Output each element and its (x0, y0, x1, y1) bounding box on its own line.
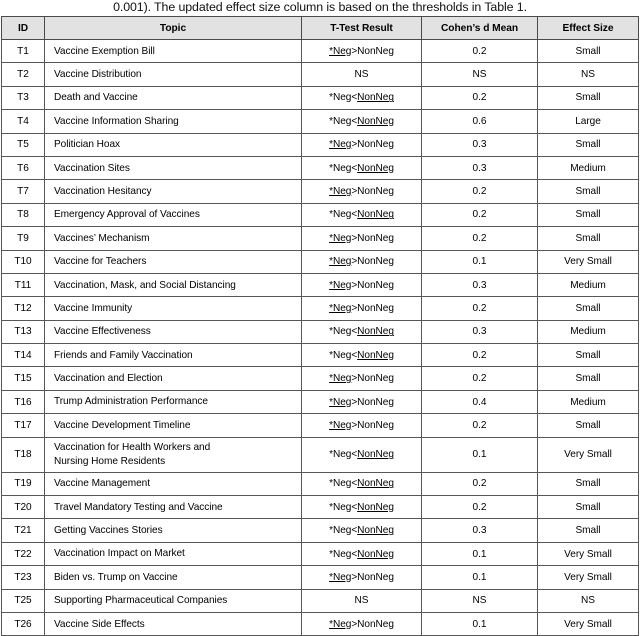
cell-effect-size: Small (538, 86, 639, 109)
ttest-prefix: *Neg< (329, 326, 358, 338)
cell-id: T6 (2, 156, 45, 179)
cell-topic (45, 589, 302, 612)
topic-line-1: Vaccine Effectiveness (54, 326, 151, 338)
cell-id: T11 (2, 273, 45, 296)
cell-ttest-result (302, 110, 422, 133)
cell-id: T23 (2, 566, 45, 589)
ttest-prefix: *Neg< (329, 501, 358, 513)
cell-ttest-result (302, 390, 422, 413)
cell-effect-size: Small (538, 40, 639, 63)
cell-effect-size: Small (538, 133, 639, 156)
ttest-prefix: *Neg< (329, 92, 358, 104)
ttest-underlined-term: NonNeg (357, 92, 394, 104)
ttest-underlined-term: NonNeg (357, 209, 394, 221)
cell-ttest-result (302, 133, 422, 156)
cell-effect-size: Small (538, 297, 639, 320)
table-row (2, 227, 639, 250)
cell-effect-size: Small (538, 203, 639, 226)
topic-line-1: Vaccine Exemption Bill (54, 45, 155, 57)
ttest-suffix: >NonNeg (351, 186, 394, 198)
cell-cohens-d-mean: NS (422, 63, 538, 86)
cell-ttest-result (302, 367, 422, 390)
topic-line-1: Vaccination for Health Workers and (54, 442, 211, 454)
cell-topic (45, 63, 302, 86)
ttest-suffix: >NonNeg (351, 571, 394, 583)
cell-effect-size: Medium (538, 390, 639, 413)
cell-id: T15 (2, 367, 45, 390)
cell-id: T21 (2, 519, 45, 542)
cell-ttest-result (302, 496, 422, 519)
ttest-underlined-term: *Neg (329, 396, 352, 408)
cell-ttest-result (302, 180, 422, 203)
cell-cohens-d-mean: 0.1 (422, 542, 538, 565)
table-row (2, 297, 639, 320)
table-row (2, 86, 639, 109)
topic-line-1: Vaccine Management (54, 478, 150, 490)
cell-cohens-d-mean: 0.1 (422, 612, 538, 635)
cell-id: T17 (2, 414, 45, 437)
topic-line-1: Death and Vaccine (54, 92, 138, 104)
cell-cohens-d-mean: 0.2 (422, 180, 538, 203)
ttest-underlined-term: *Neg (329, 419, 352, 431)
topic-line-1: Vaccines’ Mechanism (54, 232, 150, 244)
cell-cohens-d-mean: 0.2 (422, 496, 538, 519)
cell-id: T26 (2, 612, 45, 635)
cell-id: T4 (2, 110, 45, 133)
ttest-underlined-term: *Neg (329, 373, 352, 385)
cell-topic (45, 156, 302, 179)
cell-cohens-d-mean: 0.2 (422, 414, 538, 437)
column-header-cohen: Cohen’s d Mean (422, 17, 538, 40)
table-row (2, 203, 639, 226)
topic-line-2: Nursing Home Residents (54, 455, 166, 467)
ttest-underlined-term: NonNeg (357, 326, 394, 338)
ttest-underlined-term: *Neg (329, 45, 352, 57)
ttest-underlined-term: NonNeg (357, 525, 394, 537)
cell-id: T18 (2, 437, 45, 472)
cell-id: T5 (2, 133, 45, 156)
cell-topic (45, 472, 302, 495)
table-row (2, 320, 639, 343)
table-row (2, 273, 639, 296)
cell-topic (45, 367, 302, 390)
cell-cohens-d-mean: 0.4 (422, 390, 538, 413)
cell-effect-size: Small (538, 472, 639, 495)
cell-ttest-result (302, 320, 422, 343)
ttest-suffix: >NonNeg (351, 419, 394, 431)
cell-effect-size: Small (538, 496, 639, 519)
table-row (2, 250, 639, 273)
table-row (2, 63, 639, 86)
cell-cohens-d-mean: 0.2 (422, 203, 538, 226)
cell-cohens-d-mean: 0.3 (422, 156, 538, 179)
cell-effect-size: Medium (538, 273, 639, 296)
ttest-underlined-term: *Neg (329, 618, 352, 630)
ttest-underlined-term: *Neg (329, 256, 352, 268)
ttest-prefix: *Neg< (329, 162, 358, 174)
table-row (2, 414, 639, 437)
cell-topic (45, 320, 302, 343)
table-row (2, 344, 639, 367)
cell-id: T16 (2, 390, 45, 413)
ttest-prefix: *Neg< (329, 525, 358, 537)
cell-ttest-result (302, 612, 422, 635)
ttest-underlined-term: *Neg (329, 139, 352, 151)
cell-topic (45, 273, 302, 296)
ttest-underlined-term: *Neg (329, 571, 352, 583)
topic-line-1: Biden vs. Trump on Vaccine (54, 571, 178, 583)
cell-id: T10 (2, 250, 45, 273)
ttest-underlined-term: NonNeg (357, 501, 394, 513)
table-row (2, 542, 639, 565)
ttest-prefix: *Neg< (329, 478, 358, 490)
table-row (2, 437, 639, 472)
ttest-suffix: >NonNeg (351, 232, 394, 244)
cell-topic (45, 344, 302, 367)
cell-topic (45, 542, 302, 565)
table-row (2, 156, 639, 179)
table-row (2, 367, 639, 390)
cell-id: T19 (2, 472, 45, 495)
cell-effect-size: Very Small (538, 542, 639, 565)
cell-cohens-d-mean: 0.3 (422, 133, 538, 156)
cell-id: T8 (2, 203, 45, 226)
ttest-underlined-term: NonNeg (357, 548, 394, 560)
ttest-underlined-term: *Neg (329, 186, 352, 198)
cell-cohens-d-mean: 0.3 (422, 320, 538, 343)
ttest-suffix: >NonNeg (351, 618, 394, 630)
cell-effect-size: Small (538, 344, 639, 367)
cell-effect-size: Very Small (538, 566, 639, 589)
cell-ttest-result (302, 227, 422, 250)
topic-line-1: Vaccine Information Sharing (54, 115, 179, 127)
cell-id: T12 (2, 297, 45, 320)
cell-effect-size: Small (538, 519, 639, 542)
cell-effect-size: Small (538, 180, 639, 203)
cell-topic (45, 203, 302, 226)
topic-line-1: Trump Administration Performance (54, 396, 208, 408)
ttest-suffix: >NonNeg (351, 373, 394, 385)
topic-line-1: Emergency Approval of Vaccines (54, 209, 200, 221)
cell-ttest-result (302, 86, 422, 109)
ttest-prefix: *Neg< (329, 115, 358, 127)
topic-line-1: Vaccine Immunity (54, 302, 133, 314)
cell-effect-size: Small (538, 227, 639, 250)
cell-ttest-result (302, 273, 422, 296)
table-row (2, 133, 639, 156)
column-header-effect: Effect Size (538, 17, 639, 40)
table-row (2, 566, 639, 589)
cell-id: T22 (2, 542, 45, 565)
cell-cohens-d-mean: 0.1 (422, 437, 538, 472)
cell-id: T2 (2, 63, 45, 86)
ttest-underlined-term: NonNeg (357, 115, 394, 127)
cell-ttest-result: NS (302, 63, 422, 86)
table-row (2, 40, 639, 63)
cell-cohens-d-mean: 0.2 (422, 297, 538, 320)
cell-ttest-result (302, 414, 422, 437)
topic-line-1: Supporting Pharmaceutical Companies (54, 595, 228, 607)
table-row (2, 390, 639, 413)
table-row (2, 612, 639, 635)
ttest-underlined-term: NonNeg (357, 478, 394, 490)
topic-line-1: Vaccination, Mask, and Social Distancing (54, 279, 236, 291)
table-row (2, 589, 639, 612)
cell-ttest-result: NS (302, 589, 422, 612)
cell-ttest-result (302, 472, 422, 495)
cell-topic (45, 86, 302, 109)
topic-line-1: Vaccination and Election (54, 373, 163, 385)
topic-line-1: Vaccination Hesitancy (54, 185, 152, 197)
ttest-suffix: >NonNeg (351, 396, 394, 408)
table-header (2, 17, 639, 40)
topic-line-1: Vaccine Side Effects (54, 618, 145, 630)
cell-id: T20 (2, 496, 45, 519)
cell-cohens-d-mean: 0.2 (422, 40, 538, 63)
ttest-underlined-term: *Neg (329, 232, 352, 244)
cell-topic (45, 390, 302, 413)
cell-topic (45, 133, 302, 156)
ttest-prefix: *Neg< (329, 548, 358, 560)
cell-ttest-result (302, 156, 422, 179)
cell-id: T9 (2, 227, 45, 250)
cell-ttest-result (302, 297, 422, 320)
ttest-underlined-term: *Neg (329, 279, 352, 291)
ttest-underlined-term: NonNeg (357, 162, 394, 174)
cell-ttest-result (302, 344, 422, 367)
cell-topic (45, 566, 302, 589)
cell-ttest-result (302, 437, 422, 472)
cell-cohens-d-mean: 0.1 (422, 250, 538, 273)
cell-ttest-result (302, 566, 422, 589)
ttest-underlined-term: NonNeg (357, 449, 394, 461)
cell-ttest-result (302, 203, 422, 226)
cell-cohens-d-mean: NS (422, 589, 538, 612)
topic-line-1: Vaccine for Teachers (54, 256, 147, 268)
table-row (2, 519, 639, 542)
topic-line-1: Vaccination Sites (54, 162, 130, 174)
cell-effect-size: Very Small (538, 612, 639, 635)
cell-ttest-result (302, 250, 422, 273)
cell-cohens-d-mean: 0.2 (422, 86, 538, 109)
cell-cohens-d-mean: 0.2 (422, 472, 538, 495)
cell-cohens-d-mean: 0.6 (422, 110, 538, 133)
cell-ttest-result (302, 519, 422, 542)
topic-line-1: Getting Vaccines Stories (54, 525, 163, 537)
table-row (2, 472, 639, 495)
cell-effect-size: Small (538, 367, 639, 390)
cell-id: T7 (2, 180, 45, 203)
topic-line-1: Vaccine Distribution (54, 68, 142, 80)
cell-effect-size: Small (538, 414, 639, 437)
ttest-suffix: >NonNeg (351, 302, 394, 314)
cell-effect-size: NS (538, 589, 639, 612)
table-row (2, 496, 639, 519)
cell-topic (45, 40, 302, 63)
cell-topic (45, 250, 302, 273)
ttest-suffix: >NonNeg (351, 139, 394, 151)
cell-effect-size: NS (538, 63, 639, 86)
ttest-suffix: >NonNeg (351, 256, 394, 268)
ttest-underlined-term: NonNeg (357, 349, 394, 361)
topic-line-1: Politician Hoax (54, 139, 121, 151)
ttest-underlined-term: *Neg (329, 302, 352, 314)
table-body (2, 40, 639, 636)
cell-id: T3 (2, 86, 45, 109)
cell-id: T25 (2, 589, 45, 612)
cell-topic (45, 297, 302, 320)
ttest-prefix: *Neg< (329, 449, 358, 461)
column-header-topic: Topic (45, 17, 302, 40)
cell-ttest-result (302, 40, 422, 63)
topic-line-1: Friends and Family Vaccination (54, 349, 193, 361)
cell-topic (45, 414, 302, 437)
cell-topic (45, 227, 302, 250)
cell-topic (45, 437, 302, 472)
cell-topic (45, 496, 302, 519)
cell-cohens-d-mean: 0.2 (422, 227, 538, 250)
column-header-id: ID (2, 17, 45, 40)
table-caption: 0.001). The updated effect size column is based on the thresholds in Table 1. (113, 0, 527, 14)
cell-cohens-d-mean: 0.3 (422, 273, 538, 296)
cell-topic (45, 110, 302, 133)
cell-id: T13 (2, 320, 45, 343)
topic-line-1: Travel Mandatory Testing and Vaccine (54, 501, 223, 513)
table-row (2, 110, 639, 133)
cell-id: T1 (2, 40, 45, 63)
ttest-suffix: >NonNeg (351, 45, 394, 57)
column-header-ttest: T-Test Result (302, 17, 422, 40)
cell-effect-size: Large (538, 110, 639, 133)
cell-id: T14 (2, 344, 45, 367)
header-row (2, 17, 639, 40)
results-table (1, 16, 639, 636)
topic-line-1: Vaccination Impact on Market (54, 548, 185, 560)
cell-topic (45, 612, 302, 635)
cell-topic (45, 180, 302, 203)
cell-effect-size: Very Small (538, 250, 639, 273)
cell-ttest-result (302, 542, 422, 565)
cell-effect-size: Very Small (538, 437, 639, 472)
ttest-prefix: *Neg< (329, 209, 358, 221)
cell-effect-size: Medium (538, 320, 639, 343)
ttest-prefix: *Neg< (329, 349, 358, 361)
topic-line-1: Vaccine Development Timeline (54, 419, 191, 431)
cell-cohens-d-mean: 0.2 (422, 344, 538, 367)
cell-cohens-d-mean: 0.1 (422, 566, 538, 589)
table-row (2, 180, 639, 203)
cell-effect-size: Medium (538, 156, 639, 179)
cell-cohens-d-mean: 0.3 (422, 519, 538, 542)
ttest-suffix: >NonNeg (351, 279, 394, 291)
cell-cohens-d-mean: 0.2 (422, 367, 538, 390)
cell-topic (45, 519, 302, 542)
